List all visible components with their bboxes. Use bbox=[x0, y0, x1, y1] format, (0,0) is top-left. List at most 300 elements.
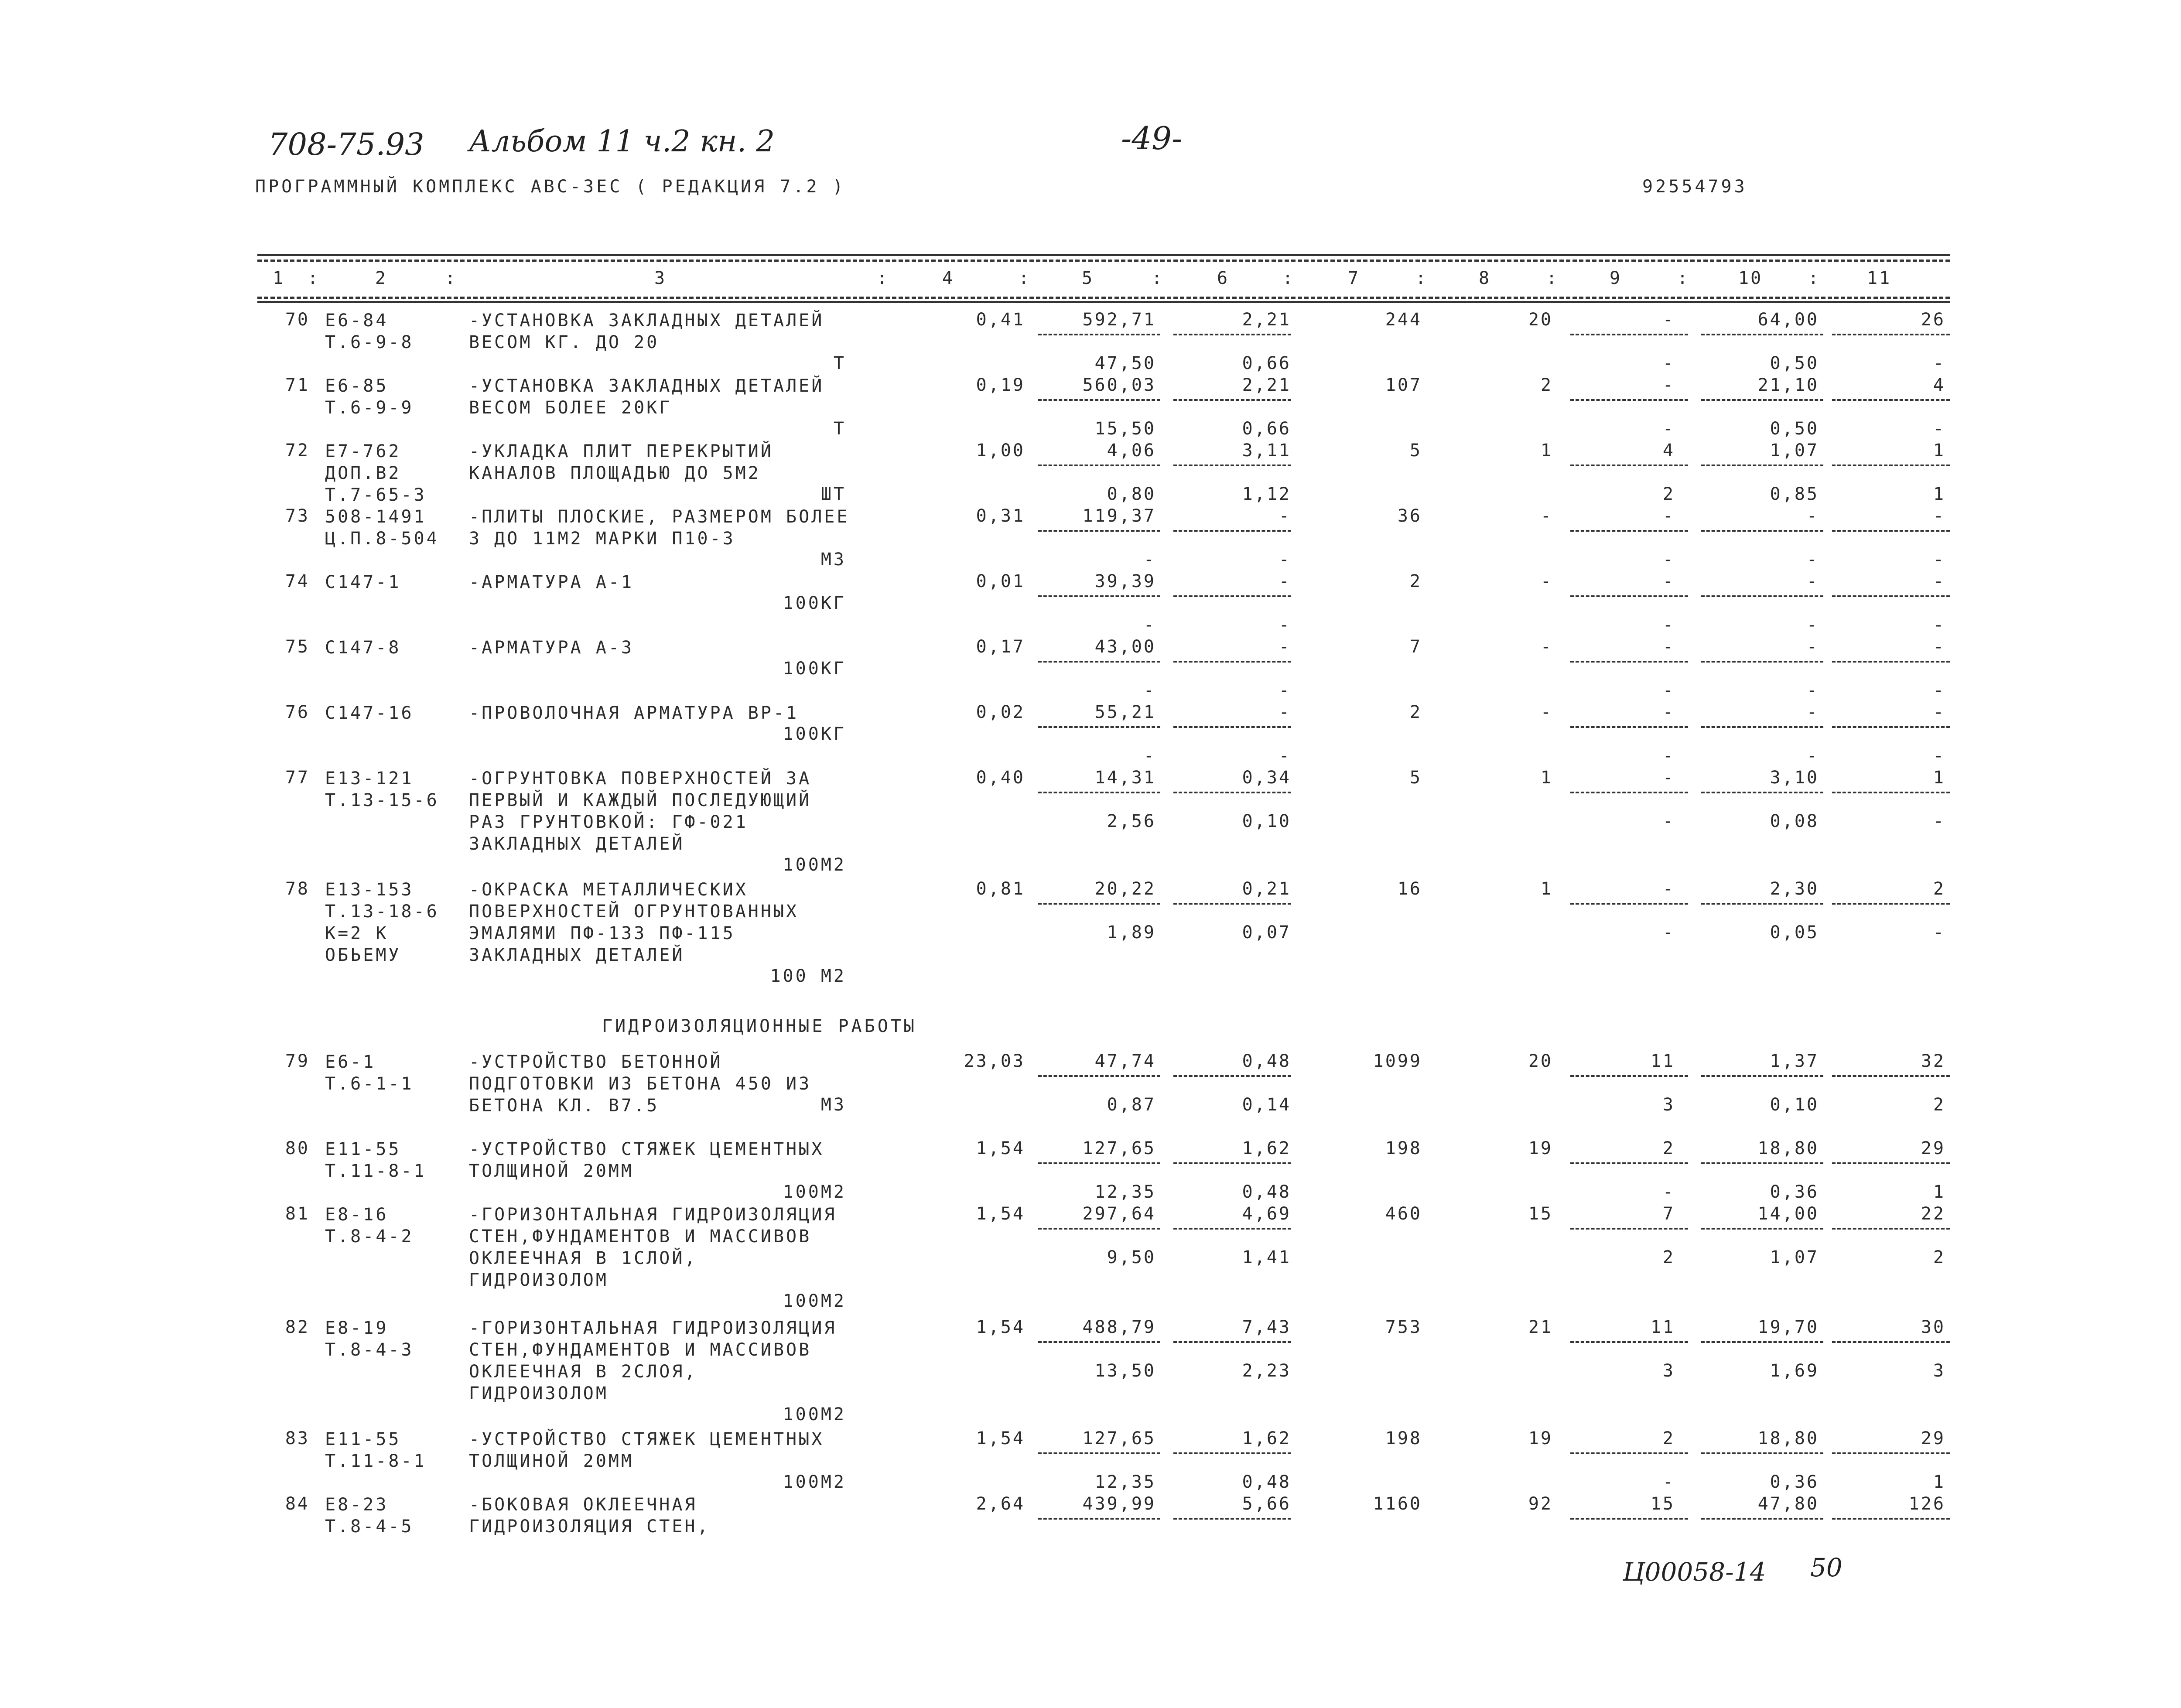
footer-sheet: 50 bbox=[1810, 1553, 1843, 1582]
cell-col11: 29 bbox=[1921, 1428, 1945, 1448]
cell-col7: 244 bbox=[1385, 310, 1422, 330]
col-header-3: 3 bbox=[654, 268, 667, 288]
cell-divider bbox=[1570, 903, 1688, 905]
cell-col6: 2,21 bbox=[1242, 375, 1291, 395]
cell-col5-sub: - bbox=[1143, 746, 1156, 766]
cell-divider bbox=[1832, 334, 1950, 335]
cell-divider bbox=[1701, 1341, 1823, 1343]
cell-col10-sub: - bbox=[1806, 550, 1819, 570]
cell-col8: 20 bbox=[1528, 1051, 1553, 1071]
cell-divider bbox=[1701, 595, 1823, 597]
cell-col4: 0,02 bbox=[976, 702, 1025, 722]
cell-divider bbox=[1570, 334, 1688, 335]
row-code: Е6-85 Т.6-9-9 bbox=[325, 376, 414, 418]
row-number: 81 bbox=[285, 1204, 310, 1224]
row-code: Е6-1 Т.6-1-1 bbox=[325, 1052, 414, 1094]
cell-col4: 0,40 bbox=[976, 768, 1025, 788]
cell-col5-sub: 12,35 bbox=[1094, 1182, 1156, 1202]
row-number: 70 bbox=[285, 310, 310, 330]
cell-divider bbox=[1832, 792, 1950, 793]
cell-divider bbox=[1832, 1075, 1950, 1077]
col-sep: : bbox=[445, 268, 458, 288]
cell-col5-sub: - bbox=[1143, 680, 1156, 700]
cell-divider bbox=[1570, 1452, 1688, 1454]
cell-divider bbox=[1701, 399, 1823, 401]
row-description: -БОКОВАЯ ОКЛЕЕЧНАЯ ГИДРОИЗОЛЯЦИЯ СТЕН, bbox=[469, 1495, 710, 1537]
cell-col5: 47,74 bbox=[1094, 1051, 1156, 1071]
cell-divider bbox=[1701, 903, 1823, 905]
cell-col5: 488,79 bbox=[1082, 1317, 1156, 1337]
cell-col11-sub: 2 bbox=[1933, 1247, 1945, 1267]
cell-col4: 1,54 bbox=[976, 1138, 1025, 1158]
cell-col5-sub: 12,35 bbox=[1094, 1472, 1156, 1492]
cell-col11-sub: - bbox=[1933, 680, 1945, 700]
cell-col5-sub: 1,89 bbox=[1107, 922, 1156, 943]
program-title: ПРОГРАММНЫЙ КОМПЛЕКС АВС-3ЕС ( РЕДАКЦИЯ 7.2 ) bbox=[255, 177, 846, 197]
cell-divider bbox=[1701, 465, 1823, 466]
cell-divider bbox=[1038, 1452, 1160, 1454]
cell-col8: 1 bbox=[1540, 441, 1553, 461]
section-title: ГИДРОИЗОЛЯЦИОННЫЕ РАБОТЫ bbox=[602, 1016, 917, 1036]
row-number: 75 bbox=[285, 637, 310, 657]
cell-col8: 19 bbox=[1528, 1428, 1553, 1448]
cell-col7: 2 bbox=[1409, 571, 1422, 591]
cell-col11: 32 bbox=[1921, 1051, 1945, 1071]
cell-col4: 0,19 bbox=[976, 375, 1025, 395]
cell-col6: 0,48 bbox=[1242, 1051, 1291, 1071]
cell-col5-sub: 13,50 bbox=[1094, 1361, 1156, 1381]
cell-col7: 36 bbox=[1397, 506, 1422, 526]
cell-divider bbox=[1038, 530, 1160, 532]
cell-col5-sub: 9,50 bbox=[1107, 1247, 1156, 1267]
row-number: 77 bbox=[285, 768, 310, 788]
row-unit: М3 bbox=[820, 1095, 846, 1115]
row-description: -УКЛАДКА ПЛИТ ПЕРЕКРЫТИЙ КАНАЛОВ ПЛОЩАДЬЮ ДО 5М2 bbox=[469, 441, 773, 483]
row-code: С147-8 bbox=[325, 638, 401, 658]
cell-col10: 18,80 bbox=[1757, 1138, 1819, 1158]
col-header-9: 9 bbox=[1610, 268, 1622, 288]
cell-col6: - bbox=[1279, 702, 1291, 722]
cell-divider bbox=[1701, 334, 1823, 335]
cell-divider bbox=[1038, 465, 1160, 466]
cell-col11-sub: 1 bbox=[1933, 1472, 1945, 1492]
cell-divider bbox=[1701, 1162, 1823, 1164]
cell-col5: 127,65 bbox=[1082, 1138, 1156, 1158]
cell-col10: 64,00 bbox=[1757, 310, 1819, 330]
cell-col7: 1160 bbox=[1373, 1494, 1422, 1514]
cell-col10: 19,70 bbox=[1757, 1317, 1819, 1337]
cell-divider bbox=[1570, 792, 1688, 793]
cell-col8: 2 bbox=[1540, 375, 1553, 395]
cell-divider bbox=[1701, 1518, 1823, 1520]
cell-col5: 592,71 bbox=[1082, 310, 1156, 330]
cell-col4: 0,81 bbox=[976, 879, 1025, 899]
cell-col9: 4 bbox=[1662, 441, 1675, 461]
cell-col8: - bbox=[1540, 506, 1553, 526]
cell-col10-sub: 0,85 bbox=[1770, 484, 1819, 504]
cell-col10-sub: 0,08 bbox=[1770, 811, 1819, 831]
cell-col9: - bbox=[1662, 506, 1675, 526]
cell-col5: 14,31 bbox=[1094, 768, 1156, 788]
cell-divider bbox=[1570, 530, 1688, 532]
cell-col9-sub: - bbox=[1662, 746, 1675, 766]
cell-divider bbox=[1038, 1341, 1160, 1343]
row-number: 78 bbox=[285, 879, 310, 899]
cell-divider bbox=[1701, 1452, 1823, 1454]
col-sep: : bbox=[1808, 268, 1821, 288]
cell-divider bbox=[1038, 595, 1160, 597]
cell-col10-sub: - bbox=[1806, 746, 1819, 766]
cell-col10-sub: 0,36 bbox=[1770, 1182, 1819, 1202]
cell-col10: 21,10 bbox=[1757, 375, 1819, 395]
cell-col8: 1 bbox=[1540, 768, 1553, 788]
cell-col4: 0,17 bbox=[976, 637, 1025, 657]
row-unit: Т bbox=[833, 419, 846, 439]
cell-divider bbox=[1570, 726, 1688, 728]
cell-col6: 1,62 bbox=[1242, 1138, 1291, 1158]
cell-divider bbox=[1832, 726, 1950, 728]
cell-col9-sub: - bbox=[1662, 419, 1675, 439]
row-description: -ГОРИЗОНТАЛЬНАЯ ГИДРОИЗОЛЯЦИЯ СТЕН,ФУНДАМЕНТОВ И МАССИВОВ ОКЛЕЕЧНАЯ В 2СЛОЯ, ГИДРОИЗОЛОМ bbox=[469, 1318, 837, 1404]
row-code: Е7-762 ДОП.В2 Т.7-65-3 bbox=[325, 441, 427, 505]
cell-col6: 5,66 bbox=[1242, 1494, 1291, 1514]
row-description: -УСТРОЙСТВО СТЯЖЕК ЦЕМЕНТНЫХ ТОЛЩИНОЙ 20ММ bbox=[469, 1429, 824, 1471]
cell-divider bbox=[1701, 530, 1823, 532]
cell-col8: 20 bbox=[1528, 310, 1553, 330]
cell-col11-sub: - bbox=[1933, 419, 1945, 439]
cell-col5-sub: - bbox=[1143, 550, 1156, 570]
cell-col9: - bbox=[1662, 571, 1675, 591]
row-unit: 100М2 bbox=[783, 1182, 846, 1202]
cell-col11: 1 bbox=[1933, 441, 1945, 461]
cell-col9: 11 bbox=[1650, 1317, 1675, 1337]
cell-divider bbox=[1038, 334, 1160, 335]
cell-divider bbox=[1038, 726, 1160, 728]
cell-col7: 1099 bbox=[1373, 1051, 1422, 1071]
cell-divider bbox=[1832, 1162, 1950, 1164]
row-description: -ПРОВОЛОЧНАЯ АРМАТУРА ВР-1 bbox=[469, 703, 799, 723]
cell-divider bbox=[1701, 1228, 1823, 1230]
cell-col4: 0,31 bbox=[976, 506, 1025, 526]
cell-col8: - bbox=[1540, 702, 1553, 722]
cell-col11-sub: - bbox=[1933, 615, 1945, 635]
cell-col11: 126 bbox=[1908, 1494, 1945, 1514]
cell-col6-sub: 2,23 bbox=[1242, 1361, 1291, 1381]
col-sep: : bbox=[1282, 268, 1295, 288]
cell-col6: - bbox=[1279, 506, 1291, 526]
cell-col6-sub: 0,48 bbox=[1242, 1182, 1291, 1202]
cell-col7: 107 bbox=[1385, 375, 1422, 395]
cell-divider bbox=[1570, 1518, 1688, 1520]
cell-col5-sub: 0,80 bbox=[1107, 484, 1156, 504]
cell-col6: 4,69 bbox=[1242, 1204, 1291, 1224]
col-header-6: 6 bbox=[1217, 268, 1230, 288]
cell-col4: 1,54 bbox=[976, 1204, 1025, 1224]
cell-col11-sub: - bbox=[1933, 353, 1945, 373]
cell-col7: 198 bbox=[1385, 1428, 1422, 1448]
cell-col5: 439,99 bbox=[1082, 1494, 1156, 1514]
cell-divider bbox=[1570, 595, 1688, 597]
cell-col9: 15 bbox=[1650, 1494, 1675, 1514]
cell-col11-sub: - bbox=[1933, 922, 1945, 943]
cell-divider bbox=[1832, 1452, 1950, 1454]
col-sep: : bbox=[308, 268, 320, 288]
cell-col8: 1 bbox=[1540, 879, 1553, 899]
cell-divider bbox=[1173, 399, 1291, 401]
cell-col6-sub: 0,66 bbox=[1242, 419, 1291, 439]
cell-col9-sub: - bbox=[1662, 1472, 1675, 1492]
cell-divider bbox=[1570, 1162, 1688, 1164]
cell-divider bbox=[1038, 661, 1160, 663]
cell-col8: - bbox=[1540, 571, 1553, 591]
row-code: Е11-55 Т.11-8-1 bbox=[325, 1139, 427, 1181]
cell-divider bbox=[1038, 1075, 1160, 1077]
cell-col5: 20,22 bbox=[1094, 879, 1156, 899]
cell-divider bbox=[1832, 661, 1950, 663]
row-description: -АРМАТУРА А-3 bbox=[469, 638, 634, 658]
cell-col6-sub: - bbox=[1279, 746, 1291, 766]
cell-col11-sub: - bbox=[1933, 550, 1945, 570]
cell-divider bbox=[1173, 530, 1291, 532]
cell-divider bbox=[1173, 1341, 1291, 1343]
cell-col6-sub: 0,10 bbox=[1242, 811, 1291, 831]
cell-col9-sub: - bbox=[1662, 922, 1675, 943]
col-header-2: 2 bbox=[375, 268, 388, 288]
cell-col10-sub: - bbox=[1806, 615, 1819, 635]
cell-col7: 753 bbox=[1385, 1317, 1422, 1337]
cell-divider bbox=[1832, 1518, 1950, 1520]
cell-col6-sub: 1,12 bbox=[1242, 484, 1291, 504]
cell-divider bbox=[1832, 399, 1950, 401]
cell-col9: - bbox=[1662, 375, 1675, 395]
col-header-8: 8 bbox=[1479, 268, 1491, 288]
row-unit: 100М2 bbox=[783, 1472, 846, 1492]
col-header-11: 11 bbox=[1867, 268, 1892, 288]
cell-col9: - bbox=[1662, 879, 1675, 899]
cell-col5: 119,37 bbox=[1082, 506, 1156, 526]
cell-col5: 560,03 bbox=[1082, 375, 1156, 395]
cell-col9-sub: - bbox=[1662, 615, 1675, 635]
row-code: Е8-19 Т.8-4-3 bbox=[325, 1318, 414, 1360]
cell-divider bbox=[1701, 792, 1823, 793]
cell-divider bbox=[1832, 530, 1950, 532]
cell-col6-sub: 0,14 bbox=[1242, 1095, 1291, 1115]
cell-col11: - bbox=[1933, 571, 1945, 591]
cell-col7: 7 bbox=[1409, 637, 1422, 657]
col-header-5: 5 bbox=[1082, 268, 1094, 288]
cell-divider bbox=[1173, 661, 1291, 663]
cell-col11: - bbox=[1933, 637, 1945, 657]
cell-col9-sub: 3 bbox=[1662, 1095, 1675, 1115]
cell-col11: 30 bbox=[1921, 1317, 1945, 1337]
cell-divider bbox=[1570, 661, 1688, 663]
cell-col11: 2 bbox=[1933, 879, 1945, 899]
row-unit: ШТ bbox=[820, 484, 846, 504]
cell-col9: 11 bbox=[1650, 1051, 1675, 1071]
cell-col10: 1,07 bbox=[1770, 441, 1819, 461]
row-unit: М3 bbox=[820, 550, 846, 570]
row-number: 72 bbox=[285, 441, 310, 461]
cell-col6-sub: 1,41 bbox=[1242, 1247, 1291, 1267]
row-code: Е8-16 Т.8-4-2 bbox=[325, 1205, 414, 1247]
cell-col10: 14,00 bbox=[1757, 1204, 1819, 1224]
cell-divider bbox=[1832, 595, 1950, 597]
col-sep: : bbox=[1677, 268, 1690, 288]
cell-divider bbox=[1038, 1162, 1160, 1164]
row-number: 71 bbox=[285, 375, 310, 395]
cell-col4: 23,03 bbox=[964, 1051, 1025, 1071]
cell-col10-sub: 1,07 bbox=[1770, 1247, 1819, 1267]
doc-number: 708-75.93 bbox=[268, 126, 424, 162]
cell-col4: 1,00 bbox=[976, 441, 1025, 461]
cell-col9: - bbox=[1662, 637, 1675, 657]
cell-col7: 460 bbox=[1385, 1204, 1422, 1224]
cell-divider bbox=[1173, 1518, 1291, 1520]
cell-col8: 21 bbox=[1528, 1317, 1553, 1337]
cell-col9-sub: - bbox=[1662, 811, 1675, 831]
cell-col6-sub: - bbox=[1279, 550, 1291, 570]
cell-col6: 2,21 bbox=[1242, 310, 1291, 330]
row-code: С147-16 bbox=[325, 703, 414, 723]
cell-col11: 29 bbox=[1921, 1138, 1945, 1158]
row-description: -УСТАНОВКА ЗАКЛАДНЫХ ДЕТАЛЕЙ ВЕСОМ КГ. ДО 20 bbox=[469, 311, 824, 352]
row-code: Е8-23 Т.8-4-5 bbox=[325, 1495, 414, 1537]
cell-col4: 0,41 bbox=[976, 310, 1025, 330]
cell-col4: 0,01 bbox=[976, 571, 1025, 591]
cell-col11: 4 bbox=[1933, 375, 1945, 395]
cell-col5: 43,00 bbox=[1094, 637, 1156, 657]
cell-divider bbox=[1173, 465, 1291, 466]
cell-divider bbox=[1832, 903, 1950, 905]
cell-col11: 22 bbox=[1921, 1204, 1945, 1224]
row-unit: 100КГ bbox=[783, 659, 846, 679]
cell-divider bbox=[1173, 1162, 1291, 1164]
row-description: -ОГРУНТОВКА ПОВЕРХНОСТЕЙ ЗА ПЕРВЫЙ И КАЖДЫЙ ПОСЛЕДУЮЩИЙ РАЗ ГРУНТОВКОЙ: ГФ-021 ЗАКЛАДНЫХ ДЕТАЛЕЙ bbox=[469, 769, 812, 854]
cell-col9-sub: - bbox=[1662, 353, 1675, 373]
col-sep: : bbox=[1152, 268, 1164, 288]
cell-col6-sub: 0,66 bbox=[1242, 353, 1291, 373]
cell-col9-sub: - bbox=[1662, 550, 1675, 570]
row-description: -УСТРОЙСТВО БЕТОННОЙ ПОДГОТОВКИ ИЗ БЕТОНА 450 ИЗ БЕТОНА КЛ. В7.5 bbox=[469, 1052, 812, 1116]
cell-col10: 1,37 bbox=[1770, 1051, 1819, 1071]
cell-col6: 3,11 bbox=[1242, 441, 1291, 461]
cell-col5-sub: 15,50 bbox=[1094, 419, 1156, 439]
cell-divider bbox=[1832, 1341, 1950, 1343]
col-sep: : bbox=[1415, 268, 1428, 288]
col-header-1: 1 bbox=[273, 268, 285, 288]
album-title: Альбом 11 ч.2 кн. 2 bbox=[469, 124, 775, 159]
cell-col6: 0,21 bbox=[1242, 879, 1291, 899]
cell-col5-sub: 2,56 bbox=[1107, 811, 1156, 831]
row-number: 80 bbox=[285, 1138, 310, 1158]
cell-divider bbox=[1038, 792, 1160, 793]
cell-col7: 198 bbox=[1385, 1138, 1422, 1158]
col-sep: : bbox=[1546, 268, 1559, 288]
cell-col5: 297,64 bbox=[1082, 1204, 1156, 1224]
row-number: 74 bbox=[285, 571, 310, 591]
cell-col9: 2 bbox=[1662, 1428, 1675, 1448]
cell-col10: - bbox=[1806, 506, 1819, 526]
row-unit: 100М2 bbox=[783, 855, 846, 875]
cell-col10-sub: - bbox=[1806, 680, 1819, 700]
row-description: -УСТАНОВКА ЗАКЛАДНЫХ ДЕТАЛЕЙ ВЕСОМ БОЛЕЕ 20КГ bbox=[469, 376, 824, 418]
cell-col9: 7 bbox=[1662, 1204, 1675, 1224]
cell-col9: - bbox=[1662, 702, 1675, 722]
cell-col6: 0,34 bbox=[1242, 768, 1291, 788]
cell-col7: 2 bbox=[1409, 702, 1422, 722]
cell-col8: 15 bbox=[1528, 1204, 1553, 1224]
cell-col6-sub: 0,07 bbox=[1242, 922, 1291, 943]
cell-col6-sub: 0,48 bbox=[1242, 1472, 1291, 1492]
cell-col4: 2,64 bbox=[976, 1494, 1025, 1514]
cell-col6: - bbox=[1279, 637, 1291, 657]
cell-col9: 2 bbox=[1662, 1138, 1675, 1158]
cell-divider bbox=[1038, 1228, 1160, 1230]
cell-col10-sub: 0,10 bbox=[1770, 1095, 1819, 1115]
cell-divider bbox=[1832, 465, 1950, 466]
cell-col10-sub: 0,05 bbox=[1770, 922, 1819, 943]
cell-divider bbox=[1173, 1228, 1291, 1230]
cell-col6: 7,43 bbox=[1242, 1317, 1291, 1337]
cell-col10-sub: 0,36 bbox=[1770, 1472, 1819, 1492]
cell-divider bbox=[1173, 1075, 1291, 1077]
cell-col8: 19 bbox=[1528, 1138, 1553, 1158]
cell-divider bbox=[1701, 1075, 1823, 1077]
cell-col11-sub: 1 bbox=[1933, 484, 1945, 504]
cell-col9: - bbox=[1662, 310, 1675, 330]
col-header-7: 7 bbox=[1348, 268, 1361, 288]
cell-col7: 5 bbox=[1409, 768, 1422, 788]
cell-col11-sub: 3 bbox=[1933, 1361, 1945, 1381]
cell-col5-sub: - bbox=[1143, 615, 1156, 635]
cell-col10: 47,80 bbox=[1757, 1494, 1819, 1514]
cell-divider bbox=[1570, 399, 1688, 401]
row-description: -АРМАТУРА А-1 bbox=[469, 572, 634, 592]
row-code: 508-1491 Ц.П.8-504 bbox=[325, 507, 439, 549]
row-description: -УСТРОЙСТВО СТЯЖЕК ЦЕМЕНТНЫХ ТОЛЩИНОЙ 20ММ bbox=[469, 1139, 824, 1181]
cell-divider bbox=[1038, 903, 1160, 905]
cell-divider bbox=[1570, 1075, 1688, 1077]
cell-col6-sub: - bbox=[1279, 615, 1291, 635]
cell-col11-sub: 1 bbox=[1933, 1182, 1945, 1202]
row-number: 79 bbox=[285, 1051, 310, 1071]
row-unit: 100КГ bbox=[783, 593, 846, 613]
cell-divider bbox=[1173, 595, 1291, 597]
row-unit: 100М2 bbox=[783, 1291, 846, 1311]
cell-col11: - bbox=[1933, 506, 1945, 526]
row-unit: 100М2 bbox=[783, 1404, 846, 1424]
cell-divider bbox=[1570, 1228, 1688, 1230]
cell-col10: 2,30 bbox=[1770, 879, 1819, 899]
row-unit: Т bbox=[833, 353, 846, 373]
cell-col10: - bbox=[1806, 702, 1819, 722]
row-number: 73 bbox=[285, 506, 310, 526]
row-description: -ПЛИТЫ ПЛОСКИЕ, РАЗМЕРОМ БОЛЕЕ 3 ДО 11М2 МАРКИ П10-3 bbox=[469, 507, 850, 549]
cell-col9-sub: - bbox=[1662, 1182, 1675, 1202]
cell-divider bbox=[1570, 465, 1688, 466]
col-header-10: 10 bbox=[1738, 268, 1763, 288]
cell-col5: 127,65 bbox=[1082, 1428, 1156, 1448]
cell-col10-sub: 1,69 bbox=[1770, 1361, 1819, 1381]
cell-col11-sub: 2 bbox=[1933, 1095, 1945, 1115]
cell-col6: - bbox=[1279, 571, 1291, 591]
cell-divider bbox=[1832, 1228, 1950, 1230]
cell-col11: 1 bbox=[1933, 768, 1945, 788]
cell-col5: 55,21 bbox=[1094, 702, 1156, 722]
cell-col9-sub: - bbox=[1662, 680, 1675, 700]
cell-divider bbox=[1173, 792, 1291, 793]
cell-divider bbox=[1173, 334, 1291, 335]
